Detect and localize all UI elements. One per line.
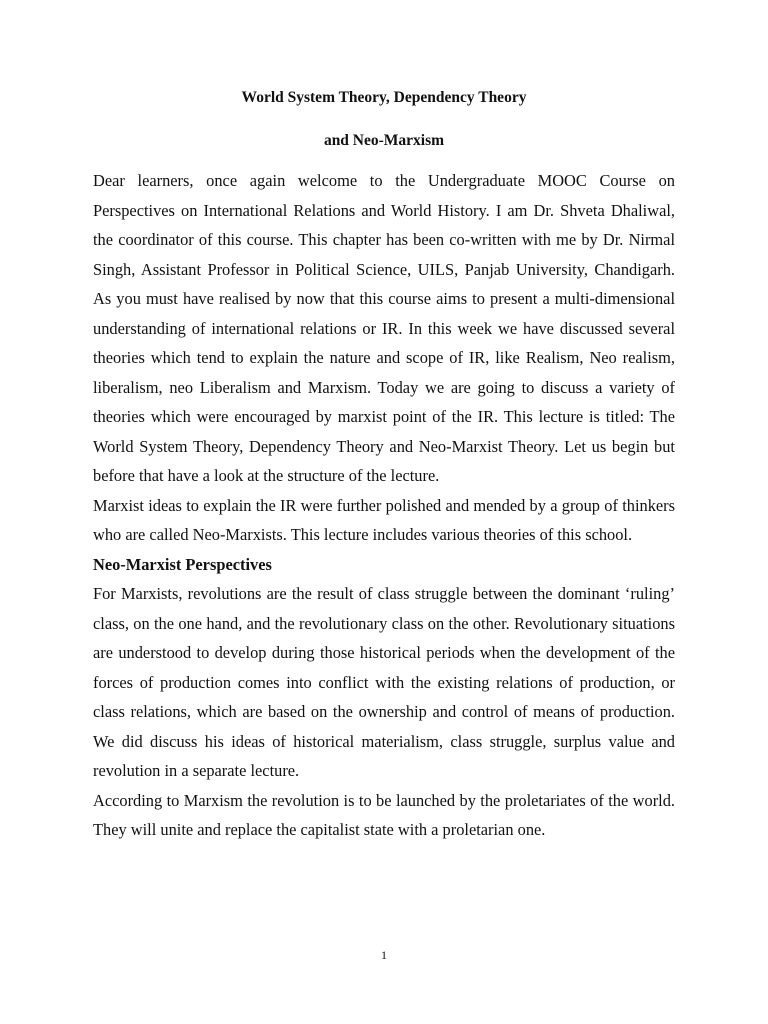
section-paragraph-1: For Marxists, revolutions are the result of class struggle between the dominant ‘ruling’ class, on the one hand, and the revolutionary class on the other. Revolutionary situations are understood to develop during those historical periods when the development of the forces of production comes into conflict with the existing relations of production, or class relations, which are based on the ownership and control of means of production. We did discuss his ideas of historical materialism, class struggle, surplus value and revolution in a separate lecture. bbox=[93, 584, 675, 780]
document-title-line-1: World System Theory, Dependency Theory bbox=[241, 89, 527, 106]
second-paragraph: Marxist ideas to explain the IR were further polished and mended by a group of thinkers who are called Neo-Marxists. This lecture includes various theories of this school. bbox=[93, 495, 675, 544]
intro-paragraph: Dear learners, once again welcome to the Undergraduate MOOC Course on Perspectives on International Relations and World History. I am Dr. Shveta Dhaliwal, the coordinator of this course. This chapter has been co-written with me by Dr. Nirmal Singh, Assistant Professor in Political Science, UILS, Panjab University, Chandigarh. As you must have realised by now that this course aims to present a multi-dimensional understanding of international relations or IR. In this week we have discussed several theories which tend to explain the nature and scope of IR, like Realism, Neo realism, liberalism, neo Liberalism and Marxism. Today we are going to discuss a variety of theories which were encouraged by marxist point of the IR. This lecture is titled: The World System Theory, Dependency Theory and Neo-Marxist Theory. Let us begin but before that have a look at the structure of the lecture. bbox=[93, 171, 675, 485]
section-heading: Neo-Marxist Perspectives bbox=[93, 554, 272, 574]
document-title-line-2: and Neo-Marxism bbox=[323, 132, 445, 149]
document-body bbox=[93, 166, 675, 845]
section-paragraph-2: According to Marxism the revolution is to be launched by the proletariates of the world. They will unite and replace the capitalist state with a proletarian one. bbox=[93, 790, 675, 839]
page-number: 1 bbox=[381, 948, 387, 962]
